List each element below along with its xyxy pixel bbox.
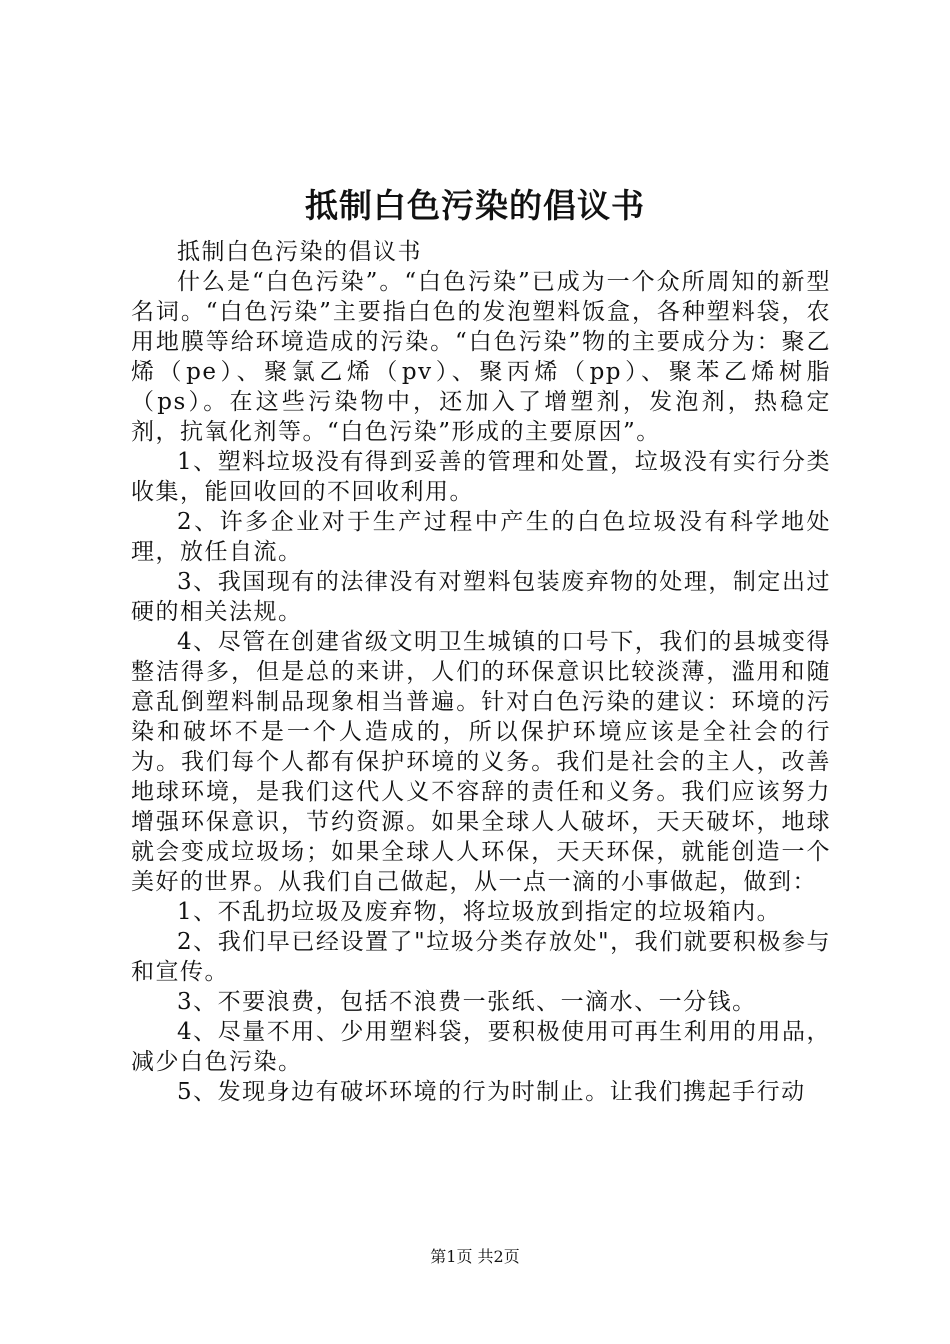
paragraph-action-3: 3、不要浪费，包括不浪费一张纸、一滴水、一分钱。 [177,989,757,1015]
paragraph-intro: 什么是“白色污染”。“白色污染”已成为一个众所周知的新型名词。“白色污染”主要指白色的发泡塑料饭盒，各种塑料袋，农用地膜等给环境造成的污染。“白色污染”物的主要成分为：聚乙烯（pe）、聚氯乙烯（pv）、聚丙烯（pp）、聚苯乙烯树脂（ps）。在这些污染物中，还加入了增塑剂，发泡剂，热稳定剂，抗氧化剂等。“白色污染”形成的主要原因”。 [131,269,831,445]
document-body [131,237,831,1107]
paragraph-cause-1: 1、塑料垃圾没有得到妥善的管理和处置，垃圾没有实行分类收集，能回收回的不回收利用。 [131,449,831,505]
page-footer: 第1页 共2页 [430,1247,520,1266]
paragraph-action-5: 5、发现身边有破坏环境的行为时制止。让我们携起手行动 [177,1079,806,1105]
paragraph-action-2: 2、我们早已经设置了"垃圾分类存放处"，我们就要积极参与和宣传。 [131,929,831,985]
paragraph-cause-3: 3、我国现有的法律没有对塑料包装废弃物的处理，制定出过硬的相关法规。 [131,569,831,625]
document-title: 抵制白色污染的倡议书 [305,186,645,225]
paragraph-cause-4: 4、尽管在创建省级文明卫生城镇的口号下，我们的县城变得整洁得多，但是总的来讲，人们的环保意识比较淡薄，滥用和随意乱倒塑料制品现象相当普遍。针对白色污染的建议：环境的污染和破坏不是一个人造成的，所以保护环境应该是全社会的行为。我们每个人都有保护环境的义务。我们是社会的主人，改善地球环境，是我们这代人义不容辞的责任和义务。我们应该努力增强环保意识，节约资源。如果全球人人破坏，天天破坏，地球就会变成垃圾场；如果全球人人环保，天天环保，就能创造一个美好的世界。从我们自己做起，从一点一滴的小事做起，做到： [131,629,831,895]
paragraph-subtitle: 抵制白色污染的倡议书 [177,239,422,265]
paragraph-cause-2: 2、许多企业对于生产过程中产生的白色垃圾没有科学地处理，放任自流。 [131,509,831,565]
paragraph-action-1: 1、不乱扔垃圾及废弃物，将垃圾放到指定的垃圾箱内。 [177,899,782,925]
paragraph-action-4: 4、尽量不用、少用塑料袋，要积极使用可再生利用的用品，减少白色污染。 [131,1019,831,1075]
